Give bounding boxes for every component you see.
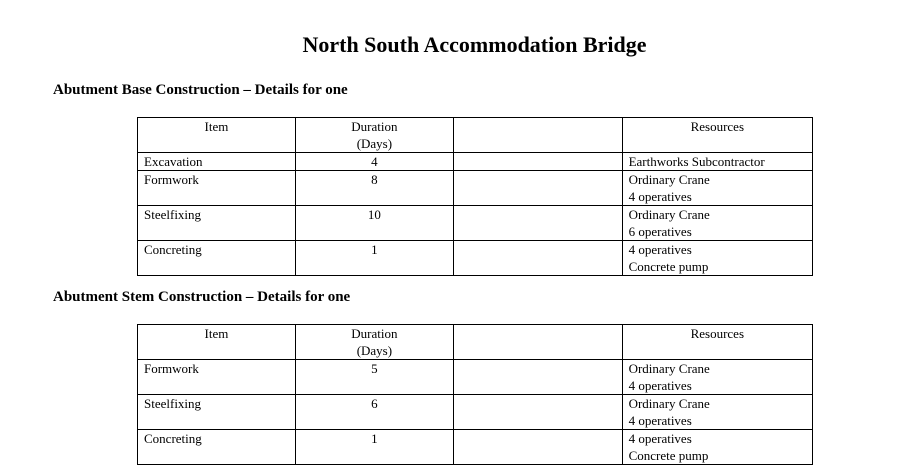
duration-unit: (Days)	[356, 343, 393, 358]
table-row	[138, 360, 813, 395]
item-cell: Excavation	[138, 153, 296, 171]
resources-cell	[622, 206, 812, 241]
duration-label: Duration	[351, 326, 398, 341]
resource-line: 4 operatives	[628, 242, 692, 257]
table-row	[138, 171, 813, 206]
duration-cell: 8	[295, 171, 453, 206]
blank-cell	[453, 206, 622, 241]
resource-line: 4 operatives	[628, 431, 692, 446]
section-heading-abutment-stem: Abutment Stem Construction – Details for one	[53, 289, 351, 305]
duration-cell: 1	[295, 241, 453, 276]
table-row	[138, 241, 813, 276]
blank-cell	[453, 360, 622, 395]
duration-cell: 10	[295, 206, 453, 241]
resource-line: Concrete pump	[628, 448, 709, 463]
table-row	[138, 206, 813, 241]
resource-line: Concrete pump	[628, 259, 709, 274]
item-cell: Formwork	[138, 171, 296, 206]
column-header-duration	[295, 118, 453, 153]
blank-cell	[453, 153, 622, 171]
duration-cell: 4	[295, 153, 453, 171]
table-row	[138, 430, 813, 465]
abutment-stem-table	[137, 324, 813, 465]
resources-cell	[622, 430, 812, 465]
duration-cell: 6	[295, 395, 453, 430]
duration-cell: 5	[295, 360, 453, 395]
resource-line: Ordinary Crane	[628, 361, 710, 376]
item-cell: Steelfixing	[138, 206, 296, 241]
table-row	[138, 153, 813, 171]
resource-line: 4 operatives	[628, 413, 692, 428]
resources-cell	[622, 153, 812, 171]
column-header-item: Item	[138, 118, 296, 153]
resource-line: Ordinary Crane	[628, 396, 710, 411]
table-row	[138, 395, 813, 430]
table-header-row	[138, 325, 813, 360]
column-header-resources: Resources	[622, 118, 812, 153]
table-header-row	[138, 118, 813, 153]
item-cell: Concreting	[138, 241, 296, 276]
resource-line: 6 operatives	[628, 224, 692, 239]
resources-cell	[622, 241, 812, 276]
blank-cell	[453, 430, 622, 465]
resource-line: Ordinary Crane	[628, 172, 710, 187]
abutment-base-table	[137, 117, 813, 276]
blank-cell	[453, 395, 622, 430]
resource-line: Earthworks Subcontractor	[628, 154, 765, 169]
item-cell: Formwork	[138, 360, 296, 395]
duration-unit: (Days)	[356, 136, 393, 151]
blank-cell	[453, 241, 622, 276]
column-header-blank	[453, 325, 622, 360]
item-cell: Steelfixing	[138, 395, 296, 430]
column-header-item: Item	[138, 325, 296, 360]
resources-cell	[622, 360, 812, 395]
resource-line: Ordinary Crane	[628, 207, 710, 222]
column-header-resources: Resources	[622, 325, 812, 360]
resources-cell	[622, 395, 812, 430]
item-cell: Concreting	[138, 430, 296, 465]
resource-line: 4 operatives	[628, 189, 692, 204]
duration-cell: 1	[295, 430, 453, 465]
resource-line: 4 operatives	[628, 378, 692, 393]
duration-label: Duration	[351, 119, 398, 134]
column-header-blank	[453, 118, 622, 153]
section-heading-abutment-base: Abutment Base Construction – Details for one	[53, 82, 348, 98]
document-title: North South Accommodation Bridge	[302, 32, 647, 57]
resources-cell	[622, 171, 812, 206]
blank-cell	[453, 171, 622, 206]
column-header-duration	[295, 325, 453, 360]
